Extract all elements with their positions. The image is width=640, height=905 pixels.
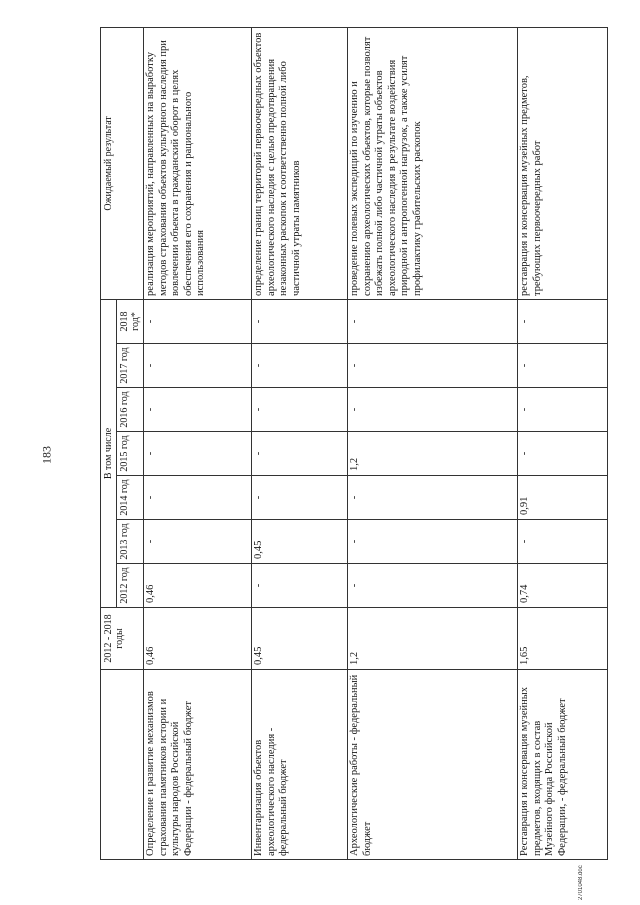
row-value: 0,74 (518, 564, 608, 608)
row-value: - (518, 432, 608, 476)
footer-doc-code: 2701048.doc (578, 865, 584, 900)
row-total: 1,2 (348, 608, 518, 670)
row-value: - (144, 476, 252, 520)
row-value: - (252, 344, 348, 388)
rotated-table-sheet (100, 28, 602, 860)
row-value: - (252, 476, 348, 520)
program-table (100, 27, 608, 860)
row-name: Археологические работы - федеральный бюджет (348, 670, 518, 860)
table-row (252, 27, 348, 859)
row-value: - (518, 299, 608, 343)
row-result: реставрация и консервация музейных предметов, требующих первоочередных работ (518, 27, 608, 299)
row-value: - (144, 388, 252, 432)
table-row (348, 27, 518, 859)
header-year: 2016 год (117, 388, 144, 432)
row-value: - (252, 564, 348, 608)
header-year: 2013 год (117, 520, 144, 564)
row-value: - (144, 520, 252, 564)
header-period: 2012 - 2018 годы (101, 608, 144, 670)
row-value: 0,46 (144, 564, 252, 608)
row-result: проведение полевых экспедиций по изучению и сохранению археологических объектов, которые позволят избежать полной либо частичной утраты объектов археологического наследия в результате воздействия природной и антропогенной нагрузок, а также усилят профилактику грабительских раскопок (348, 27, 518, 299)
header-year: 2015 год (117, 432, 144, 476)
page-number: 183 (39, 446, 54, 464)
row-value: 1,2 (348, 432, 518, 476)
header-name-cell (101, 670, 144, 860)
header-row-1 (101, 27, 117, 859)
row-value: - (252, 388, 348, 432)
header-year: 2018 год* (117, 299, 144, 343)
row-value: - (518, 520, 608, 564)
row-total: 1,65 (518, 608, 608, 670)
row-value: - (348, 299, 518, 343)
row-result: реализация мероприятий, направленных на выработку методов страхования объектов культурного наследия при вовлечении объекта в гражданский оборот в целях обеспечения его сохранения и рационального использования (144, 27, 252, 299)
row-value: - (518, 388, 608, 432)
row-name: Определение и развитие механизмов страхования памятников истории и культуры народов Российской Федерации - федеральный бюджет (144, 670, 252, 860)
header-expected-result: Ожидаемый результат (101, 27, 144, 299)
row-value: - (348, 476, 518, 520)
row-value: - (252, 432, 348, 476)
table-row (144, 27, 252, 859)
header-year: 2017 год (117, 344, 144, 388)
row-value: - (144, 432, 252, 476)
row-value: - (348, 344, 518, 388)
row-name: Инвентаризация объектов археологического наследия - федеральный бюджет (252, 670, 348, 860)
row-name: Реставрация и консервация музейных предметов, входящих в состав Музейного фонда Российской Федерации, - федеральный бюджет (518, 670, 608, 860)
header-in-that-number: В том числе (101, 299, 117, 607)
row-value: 0,45 (252, 520, 348, 564)
row-value: - (518, 344, 608, 388)
header-year: 2012 год (117, 564, 144, 608)
header-year: 2014 год (117, 476, 144, 520)
row-value: - (348, 564, 518, 608)
row-value: - (348, 520, 518, 564)
row-result: определение границ территорий первоочередных объектов археологического наследия с целью предотвращения незаконных раскопок и соответственно полной либо частичной утраты памятников (252, 27, 348, 299)
row-value: - (144, 299, 252, 343)
row-value: - (348, 388, 518, 432)
row-total: 0,46 (144, 608, 252, 670)
row-value: - (252, 299, 348, 343)
table-row (518, 27, 608, 859)
row-total: 0,45 (252, 608, 348, 670)
row-value: 0,91 (518, 476, 608, 520)
row-value: - (144, 344, 252, 388)
